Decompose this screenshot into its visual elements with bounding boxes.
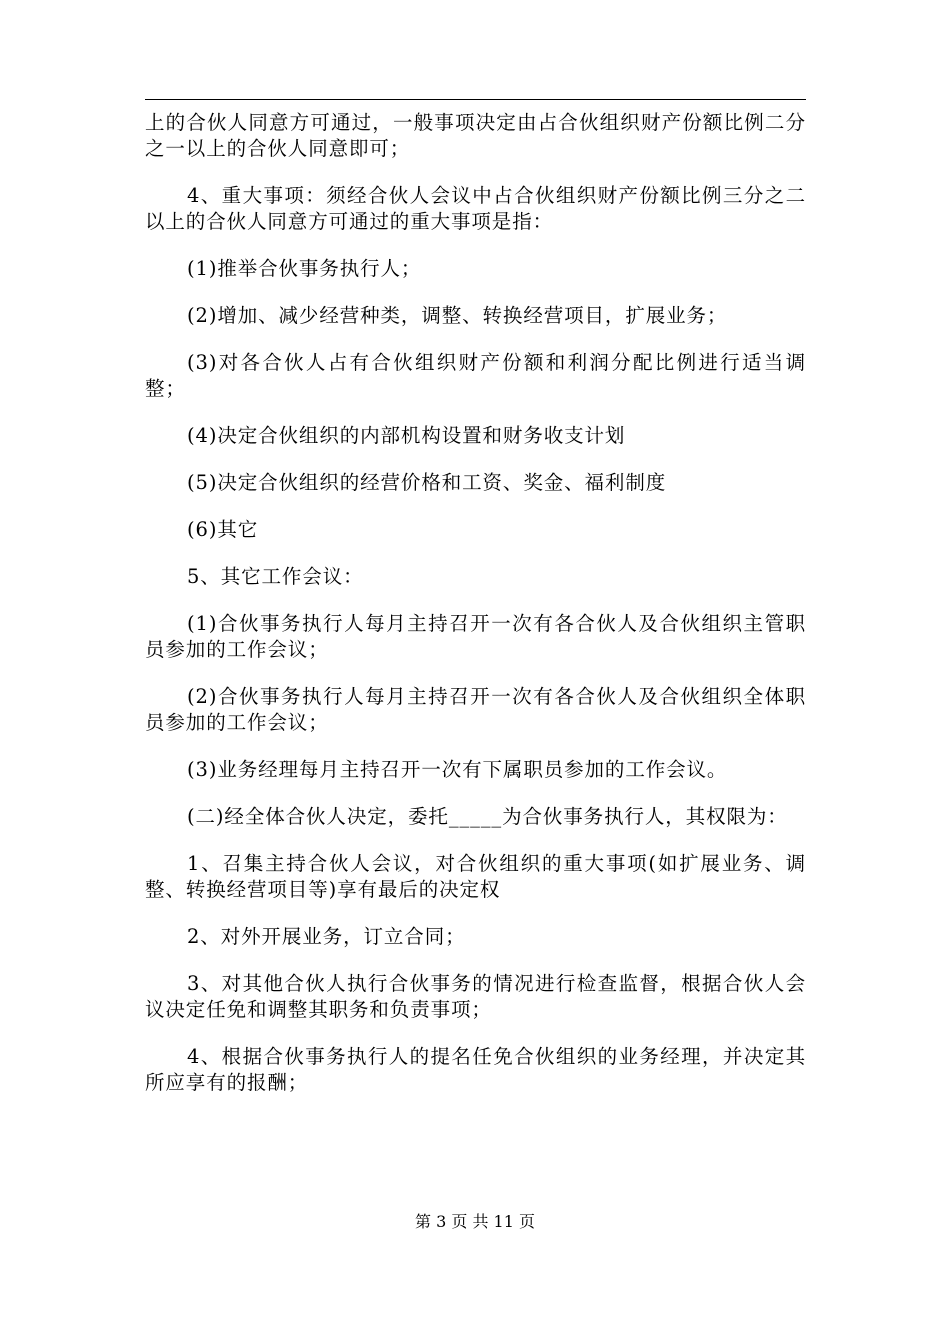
paragraph: (6)其它 (187, 518, 259, 541)
paragraph: (3)对各合伙人占有合伙组织财产份额和利润分配比例进行适当调整； (145, 351, 806, 400)
paragraph: 上的合伙人同意方可通过，一般事项决定由占合伙组织财产份额比例二分之一以上的合伙人同意即可； (145, 111, 806, 160)
paragraph: (2)增加、减少经营种类，调整、转换经营项目，扩展业务； (187, 304, 728, 327)
paragraph: 4、重大事项：须经合伙人会议中占合伙组织财产份额比例三分之二以上的合伙人同意方可通过的重大事项是指： (145, 184, 806, 233)
page-number: 第 3 页 共 11 页 (415, 1212, 535, 1231)
paragraph: (1)合伙事务执行人每月主持召开一次有各合伙人及合伙组织主管职员参加的工作会议； (145, 612, 806, 661)
paragraph: 3、对其他合伙人执行合伙事务的情况进行检查监督，根据合伙人会议决定任免和调整其职务和负责事项； (145, 972, 806, 1021)
paragraph: 1、召集主持合伙人会议，对合伙组织的重大事项(如扩展业务、调整、转换经营项目等)享有最后的决定权 (145, 852, 806, 901)
document-body (145, 110, 806, 1117)
paragraph: (5)决定合伙组织的经营价格和工资、奖金、福利制度 (187, 471, 667, 494)
paragraph: (二)经全体合伙人决定，委托_____为合伙事务执行人，其权限为： (187, 805, 788, 828)
paragraph: 5、其它工作会议： (187, 565, 364, 588)
paragraph: (3)业务经理每月主持召开一次有下属职员参加的工作会议。 (187, 758, 728, 781)
paragraph: (1)推举合伙事务执行人； (187, 257, 422, 280)
paragraph: 2、对外开展业务，订立合同； (187, 925, 466, 948)
header-rule (145, 99, 806, 100)
paragraph: (4)决定合伙组织的内部机构设置和财务收支计划 (187, 424, 626, 447)
paragraph: (2)合伙事务执行人每月主持召开一次有各合伙人及合伙组织全体职员参加的工作会议； (145, 685, 806, 734)
paragraph: 4、根据合伙事务执行人的提名任免合伙组织的业务经理，并决定其所应享有的报酬； (145, 1045, 806, 1094)
